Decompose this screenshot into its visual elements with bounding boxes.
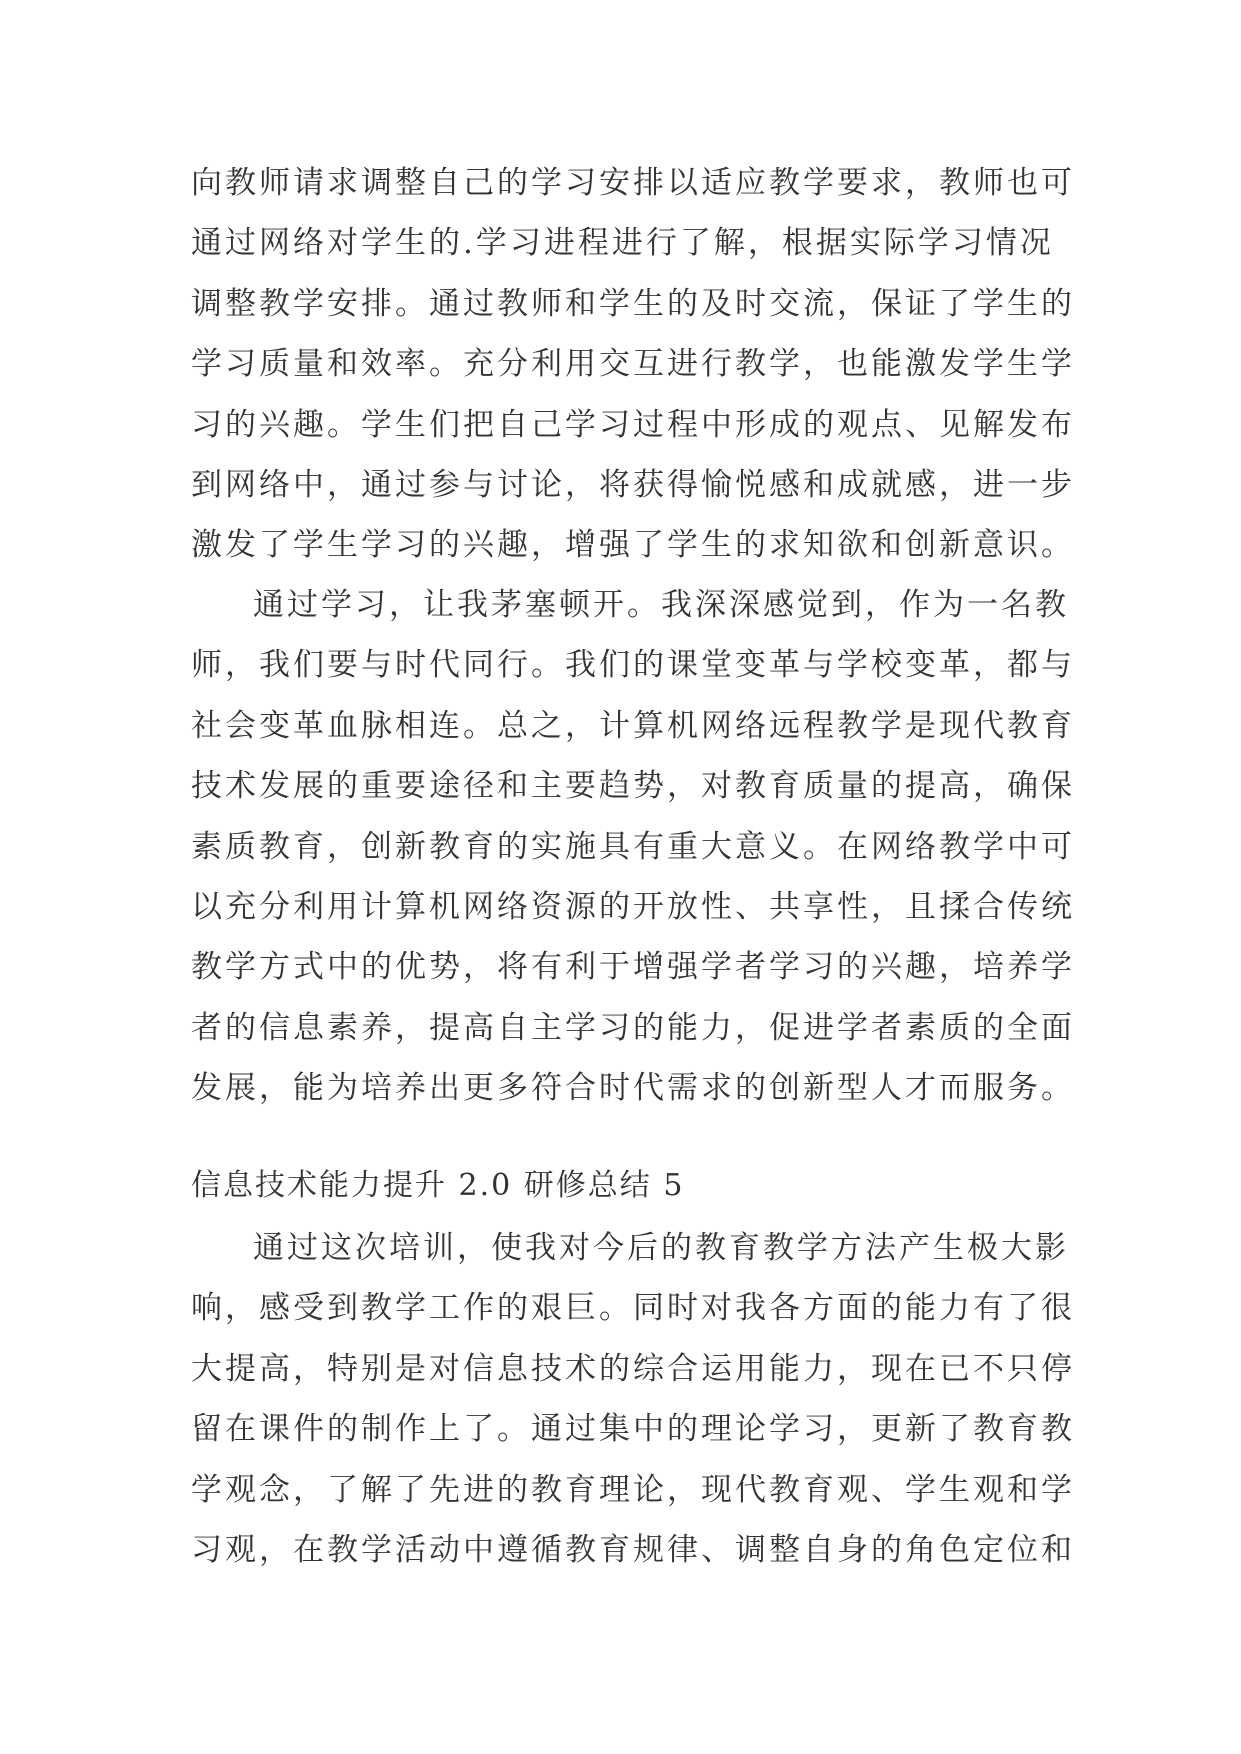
text-line: 技术发展的重要途径和主要趋势，对教育质量的提高，确保 <box>191 768 1075 805</box>
text-line: 学习质量和效率。充分利用交互进行教学，也能激发学生学 <box>191 346 1075 383</box>
paragraph-1 <box>191 153 1091 576</box>
text-line: 通过网络对学生的.学习进程进行了解，根据实际学习情况 <box>191 225 1054 262</box>
text-line: 教学方式中的优势，将有利于增强学者学习的兴趣，培养学 <box>191 949 1075 986</box>
text-line: 习观，在教学活动中遵循教育规律、调整自身的角色定位和 <box>191 1531 1075 1568</box>
paragraph-2 <box>191 575 1091 1119</box>
paragraph-3 <box>191 1218 1091 1580</box>
section-heading: 信息技术能力提升 2.0 研修总结 5 <box>191 1168 685 1203</box>
text-line: 师，我们要与时代同行。我们的课堂变革与学校变革，都与 <box>191 647 1075 684</box>
text-line: 以充分利用计算机网络资源的开放性、共享性，且揉合传统 <box>191 888 1075 925</box>
text-line: 者的信息素养，提高自主学习的能力，促进学者素质的全面 <box>191 1009 1075 1046</box>
text-line: 发展，能为培养出更多符合时代需求的创新型人才而服务。 <box>191 1070 1075 1107</box>
text-line: 激发了学生学习的兴趣，增强了学生的求知欲和创新意识。 <box>191 527 1075 564</box>
text-line: 到网络中，通过参与讨论，将获得愉悦感和成就感，进一步 <box>191 466 1075 503</box>
text-line: 响，感受到教学工作的艰巨。同时对我各方面的能力有了很 <box>191 1290 1075 1327</box>
text-line: 习的兴趣。学生们把自己学习过程中形成的观点、见解发布 <box>191 406 1075 443</box>
text-line: 通过学习，让我茅塞顿开。我深深感觉到，作为一名教 <box>253 587 1069 623</box>
text-line: 通过这次培训，使我对今后的教育教学方法产生极大影 <box>253 1230 1069 1266</box>
text-line: 社会变革血脉相连。总之，计算机网络远程教学是现代教育 <box>191 707 1075 744</box>
text-line: 向教师请求调整自己的学习安排以适应教学要求，教师也可 <box>191 165 1075 201</box>
text-line: 调整教学安排。通过教师和学生的及时交流，保证了学生的 <box>191 285 1075 322</box>
text-line: 素质教育，创新教育的实施具有重大意义。在网络教学中可 <box>191 828 1075 865</box>
text-line: 学观念，了解了先进的教育理论，现代教育观、学生观和学 <box>191 1471 1075 1508</box>
text-line: 留在课件的制作上了。通过集中的理论学习，更新了教育教 <box>191 1411 1075 1448</box>
text-line: 大提高，特别是对信息技术的综合运用能力，现在已不只停 <box>191 1350 1075 1387</box>
